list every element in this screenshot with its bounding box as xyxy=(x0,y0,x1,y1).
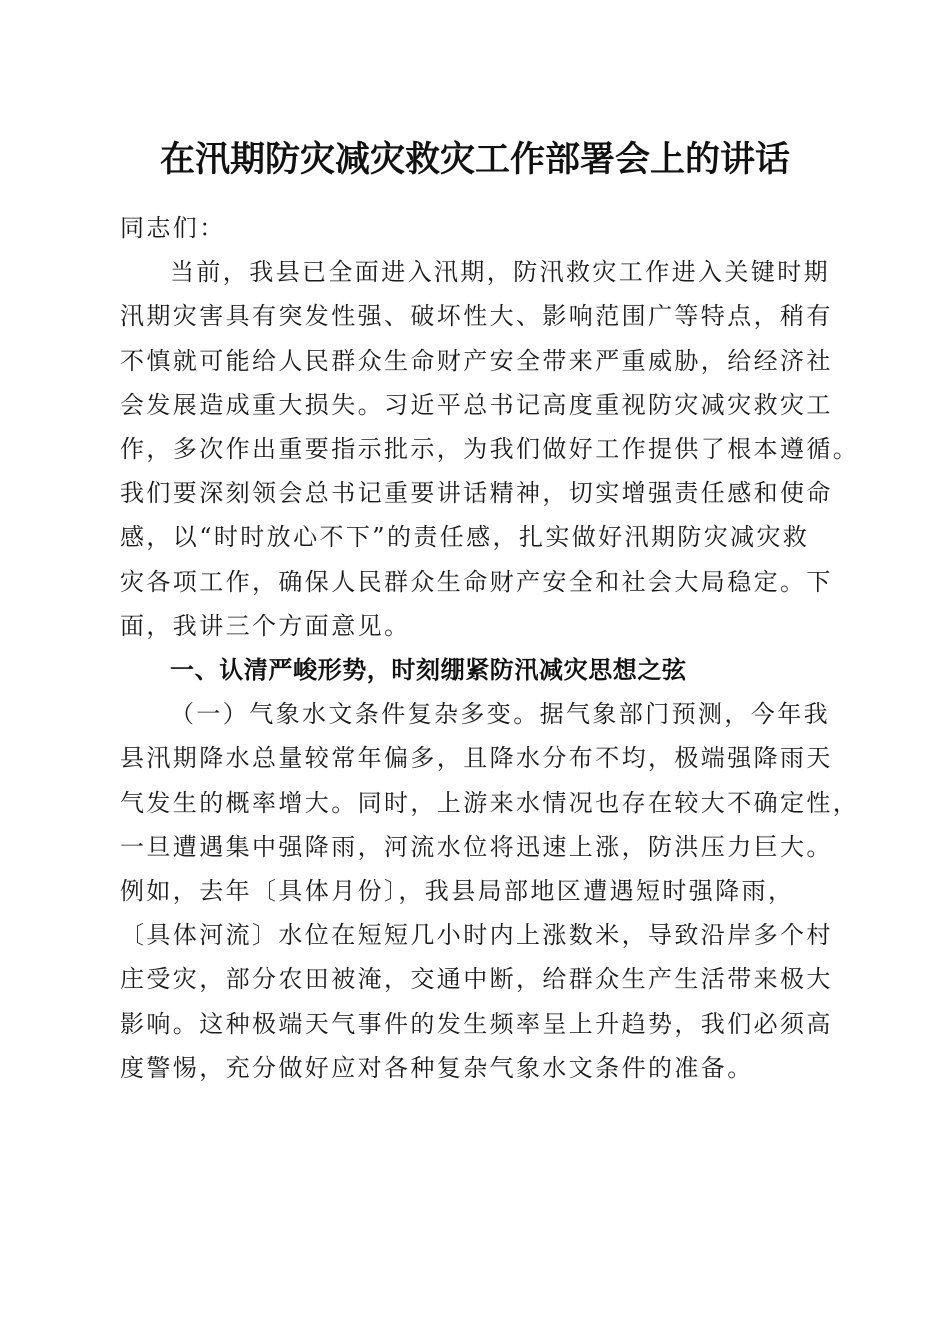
paragraph-line: 作，多次作出重要指示批示，为我们做好工作提供了根本遵循。 xyxy=(120,435,860,464)
document-title: 在汛期防灾减灾救灾工作部署会上的讲话 xyxy=(159,139,790,180)
paragraph-line: 影响。这种极端天气事件的发生频率呈上升趋势，我们必须高 xyxy=(120,1009,833,1038)
paragraph-line: 灾各项工作，确保人民群众生命财产安全和社会大局稳定。下 xyxy=(120,567,833,596)
paragraph-line: 县汛期降水总量较常年偏多，且降水分布不均，极端强降雨天 xyxy=(120,744,833,773)
salutation: 同志们： xyxy=(120,214,226,242)
paragraph-line: 感，以“时时放心不下”的责任感，扎实做好汛期防灾减灾救 xyxy=(120,523,810,552)
paragraph-line: 面，我讲三个方面意见。 xyxy=(120,611,411,640)
paragraph-line: 汛期灾害具有突发性强、破坏性大、影响范围广等特点，稍有 xyxy=(120,302,833,331)
paragraph-line: （一）气象水文条件复杂多变。据气象部门预测，今年我 xyxy=(170,700,830,729)
paragraph-line: 庄受灾，部分农田被淹，交通中断，给群众生产生活带来极大 xyxy=(120,965,833,994)
paragraph-line: 会发展造成重大损失。习近平总书记高度重视防灾减灾救灾工 xyxy=(120,390,833,419)
paragraph-line: 〔具体河流〕水位在短短几小时内上涨数米，导致沿岸多个村 xyxy=(120,921,833,950)
paragraph-line: 当前，我县已全面进入汛期，防汛救灾工作进入关键时期 xyxy=(170,258,830,287)
paragraph-line: 度警惕，充分做好应对各种复杂气象水文条件的准备。 xyxy=(120,1053,754,1082)
paragraph-line: 不慎就可能给人民群众生命财产安全带来严重威胁，给经济社 xyxy=(120,346,833,375)
paragraph-line: 一旦遭遇集中强降雨，河流水位将迅速上涨，防洪压力巨大。 xyxy=(120,832,833,861)
paragraph-line: 例如，去年〔具体月份〕，我县局部地区遭遇短时强降雨， xyxy=(120,877,795,906)
section-heading: 一、认清严峻形势，时刻绷紧防汛减灾思想之弦 xyxy=(170,656,687,685)
paragraph-line: 气发生的概率增大。同时，上游来水情况也存在较大不确定性， xyxy=(120,788,860,817)
document-body xyxy=(120,206,860,1090)
paragraph-line: 我们要深刻领会总书记重要讲话精神，切实增强责任感和使命 xyxy=(120,479,833,508)
